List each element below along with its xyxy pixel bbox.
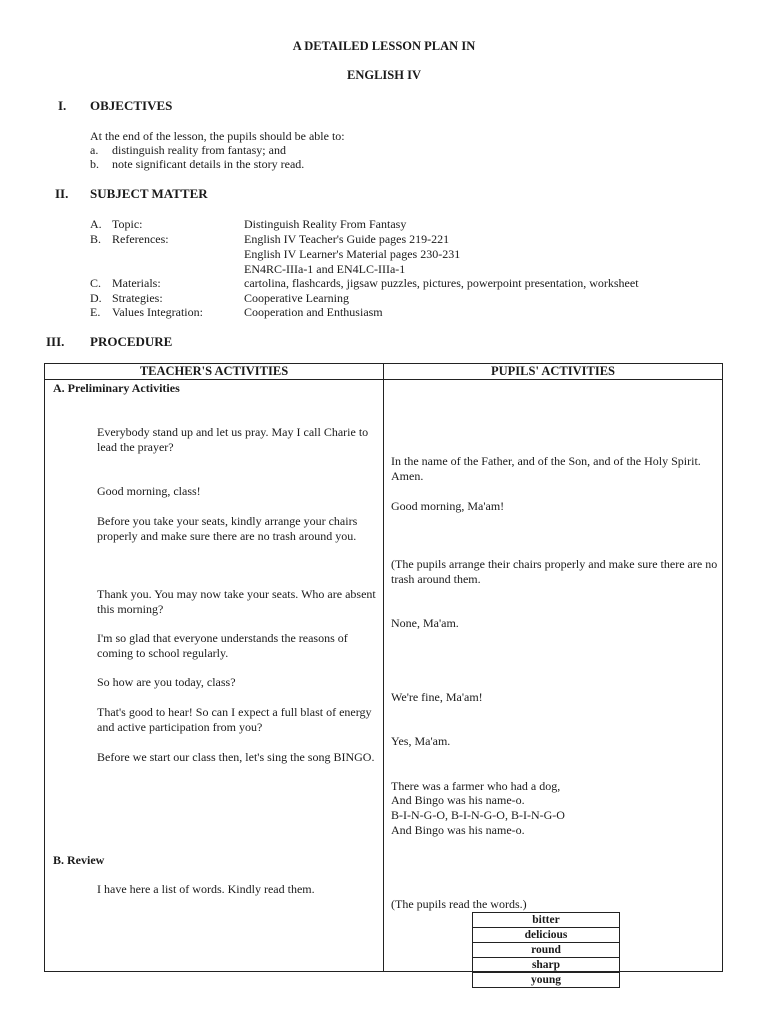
subject-letter: B. [90, 232, 102, 246]
subject-label: Strategies: [112, 291, 163, 305]
pupil-line: None, Ma'am. [391, 616, 459, 630]
subject-value: English IV Learner's Material pages 230-231 [244, 247, 461, 261]
objective-letter: a. [90, 143, 99, 157]
teacher-line: Good morning, class! [97, 484, 201, 498]
document-title: A DETAILED LESSON PLAN IN [292, 39, 476, 53]
subject-letter: A. [90, 217, 102, 231]
subject-letter: D. [90, 291, 102, 305]
objectives-heading: OBJECTIVES [90, 98, 173, 113]
subject-label: Materials: [112, 276, 161, 290]
objective-item: distinguish reality from fantasy; and [112, 143, 286, 157]
subject-value: cartolina, flashcards, jigsaw puzzles, pictures, powerpoint presentation, worksheet [244, 276, 639, 290]
subject-matter-heading: SUBJECT MATTER [90, 186, 208, 201]
song-line: B-I-N-G-O, B-I-N-G-O, B-I-N-G-O [391, 808, 565, 822]
subject-matter-number: II. [55, 186, 69, 201]
teacher-activities-cell [45, 380, 383, 971]
procedure-heading: PROCEDURE [90, 334, 173, 349]
procedure-table [44, 363, 723, 986]
teacher-line: I have here a list of words. Kindly read them. [97, 882, 315, 896]
song-line: And Bingo was his name-o. [391, 823, 525, 837]
teacher-line: Everybody stand up and let us pray. May I call Charie to lead the prayer? [97, 425, 369, 454]
teacher-line: So how are you today, class? [97, 675, 236, 689]
teacher-line: That's good to hear! So can I expect a full blast of energy and active participation from you? [97, 705, 372, 734]
song-line: There was a farmer who had a dog, [391, 779, 561, 793]
objectives-intro: At the end of the lesson, the pupils should be able to: [90, 129, 345, 143]
pupil-line: (The pupils arrange their chairs properly and make sure there are no trash around them. [391, 557, 718, 586]
objective-letter: b. [90, 157, 99, 171]
pupil-line: (The pupils read the words.) [391, 897, 527, 911]
subject-value: Distinguish Reality From Fantasy [244, 217, 407, 231]
word-cell: round [473, 943, 620, 958]
section-review: B. Review [53, 853, 105, 867]
subject-value: Cooperative Learning [244, 291, 349, 305]
pupil-line: Yes, Ma'am. [391, 734, 451, 748]
teacher-line: I'm so glad that everyone understands the reasons of coming to school regularly. [97, 631, 348, 660]
word-cell: bitter [473, 913, 620, 928]
pupils-column-header: PUPILS' ACTIVITIES [384, 364, 723, 380]
subject-letter: C. [90, 276, 102, 290]
objective-item: note significant details in the story read. [112, 157, 305, 171]
teacher-line: Before we start our class then, let's sing the song BINGO. [97, 750, 375, 764]
word-list-table [472, 912, 620, 988]
subject-value: English IV Teacher's Guide pages 219-221 [244, 232, 450, 246]
pupil-line: Good morning, Ma'am! [391, 499, 505, 513]
teacher-line: Thank you. You may now take your seats. Who are absent this morning? [97, 587, 376, 616]
word-cell: sharp [473, 958, 620, 973]
song-line: And Bingo was his name-o. [391, 793, 525, 807]
teacher-column-header: TEACHER'S ACTIVITIES [45, 364, 384, 380]
subject-label: Values Integration: [112, 305, 203, 319]
subject-value: Cooperation and Enthusiasm [244, 305, 383, 319]
subject-label: Topic: [112, 217, 143, 231]
subject-value: EN4RC-IIIa-1 and EN4LC-IIIa-1 [244, 262, 406, 276]
pupil-line: We're fine, Ma'am! [391, 690, 483, 704]
pupils-activities-cell [384, 380, 722, 986]
teacher-line: Before you take your seats, kindly arrange your chairs properly and make sure there are no trash around you. [97, 514, 358, 543]
pupil-line: In the name of the Father, and of the Son, and of the Holy Spirit. Amen. [391, 454, 701, 483]
subject-letter: E. [90, 305, 101, 319]
procedure-number: III. [46, 334, 65, 349]
section-preliminary-activities: A. Preliminary Activities [53, 381, 180, 395]
subject-label: References: [112, 232, 169, 246]
document-subtitle: ENGLISH IV [347, 68, 421, 82]
objectives-number: I. [58, 98, 67, 113]
word-cell: delicious [473, 928, 620, 943]
word-cell: young [473, 973, 620, 988]
